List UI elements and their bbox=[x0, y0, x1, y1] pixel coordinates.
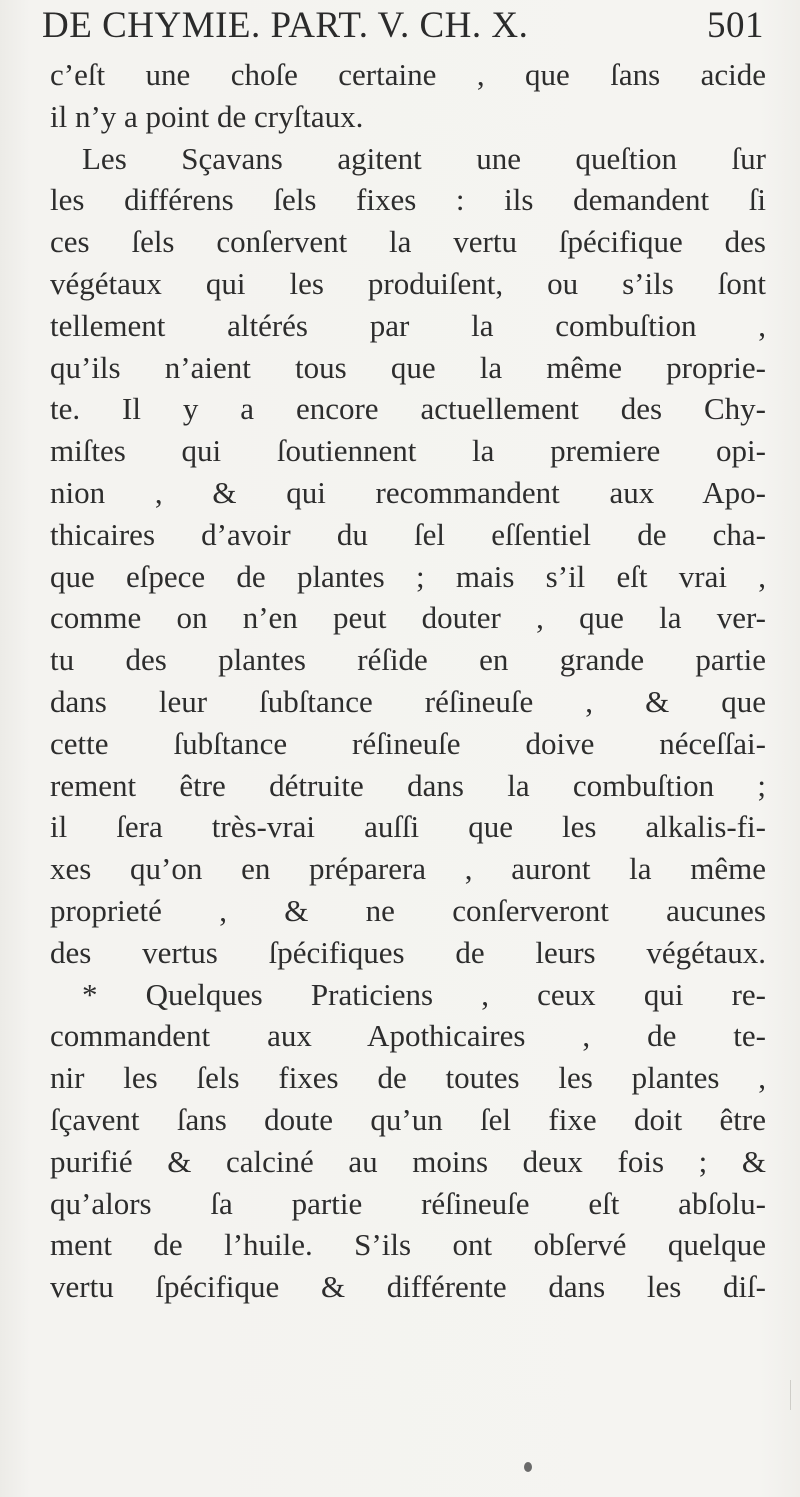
paper-mark bbox=[790, 1380, 791, 1410]
text-line: xes qu’on en préparera , auront la même bbox=[50, 851, 766, 887]
text-line: ſçavent ſans doute qu’un ſel fixe doit être bbox=[50, 1101, 766, 1137]
page-number: 501 bbox=[707, 5, 764, 46]
text-line: il ſera très-vrai auſſi que les alkalis-fi- bbox=[50, 809, 766, 845]
text-line: qu’alors ſa partie réſineuſe eſt abſolu- bbox=[50, 1185, 766, 1221]
text-line: commandent aux Apothicaires , de te- bbox=[50, 1018, 766, 1054]
text-line: que eſpece de plantes ; mais s’il eſt vrai , bbox=[50, 558, 766, 594]
text-line: rement être détruite dans la combuſtion ; bbox=[50, 767, 766, 803]
text-line: Les Sçavans agitent une queſtion ſur bbox=[82, 140, 766, 176]
text-line: proprieté , & ne conſerveront aucunes bbox=[50, 892, 766, 928]
text-line: purifié & calciné au moins deux fois ; & bbox=[50, 1143, 766, 1179]
text-line: dans leur ſubſtance réſineuſe , & que bbox=[50, 683, 766, 719]
text-line: * Quelques Praticiens , ceux qui re- bbox=[82, 976, 766, 1012]
text-line: ment de l’huile. S’ils ont obſervé quelque bbox=[50, 1227, 766, 1263]
text-line: ces ſels conſervent la vertu ſpécifique des bbox=[50, 224, 766, 260]
text-line: nir les ſels fixes de toutes les plantes , bbox=[50, 1060, 766, 1096]
text-line: cette ſubſtance réſineuſe doive néceſſai- bbox=[50, 725, 766, 761]
running-title: DE CHYMIE. PART. V. CH. X. bbox=[42, 5, 529, 46]
text-line: miſtes qui ſoutiennent la premiere opi- bbox=[50, 433, 766, 469]
page-header bbox=[42, 4, 764, 56]
ink-speck bbox=[524, 1462, 532, 1472]
text-line: vertu ſpécifique & différente dans les diſ- bbox=[50, 1269, 766, 1305]
text-line: tellement altérés par la combuſtion , bbox=[50, 307, 766, 343]
text-line: végétaux qui les produiſent, ou s’ils ſont bbox=[50, 265, 766, 301]
text-line: comme on n’en peut douter , que la ver- bbox=[50, 600, 766, 636]
text-line: il n’y a point de cryſtaux. bbox=[50, 98, 364, 134]
text-line: qu’ils n’aient tous que la même proprie- bbox=[50, 349, 766, 385]
text-line: tu des plantes réſide en grande partie bbox=[50, 642, 766, 678]
text-line: les différens ſels fixes : ils demandent ſi bbox=[50, 182, 766, 218]
text-line: des vertus ſpécifiques de leurs végétaux. bbox=[50, 934, 766, 970]
text-line: te. Il y a encore actuellement des Chy- bbox=[50, 391, 766, 427]
text-line: thicaires d’avoir du ſel eſſentiel de cha- bbox=[50, 516, 766, 552]
text-line: nion , & qui recommandent aux Apo- bbox=[50, 474, 766, 510]
text-line: c’eſt une choſe certaine , que ſans acide bbox=[50, 57, 766, 92]
body-text bbox=[50, 54, 766, 1308]
